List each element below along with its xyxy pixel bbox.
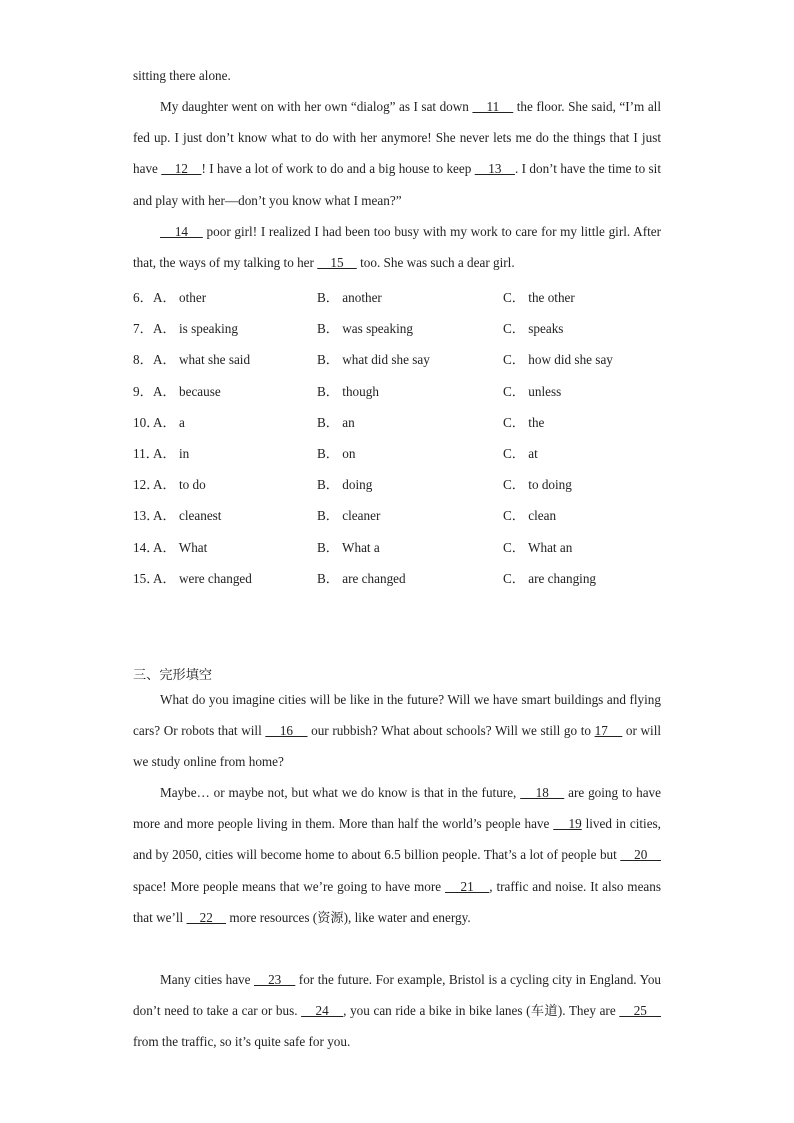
option-c[interactable]: C． the: [503, 415, 545, 430]
passage-text: too. She was such a dear girl.: [356, 255, 515, 271]
option-row: [133, 318, 693, 338]
passage-text: What do you imagine cities will be like in the future? Will we have smart buildings and flying cars? Or robots that will: [133, 692, 661, 739]
option-c[interactable]: C． unless: [503, 384, 562, 399]
option-b[interactable]: B． on: [317, 446, 356, 461]
option-c[interactable]: C． at: [503, 446, 538, 461]
option-row: [133, 443, 693, 463]
answer-blank[interactable]: 19: [553, 816, 582, 832]
passage-text: ! I have a lot of work to do and a big house to keep: [201, 161, 475, 177]
option-a[interactable]: A． what she said: [153, 352, 251, 367]
option-a[interactable]: A． were changed: [153, 571, 252, 586]
answer-blank[interactable]: 13: [474, 161, 515, 177]
option-b[interactable]: B． are changed: [317, 571, 406, 586]
passage-text: , you can ride a bike in bike lanes (车道). They are: [343, 1003, 620, 1019]
answer-blank[interactable]: 18: [520, 785, 565, 800]
option-row: [133, 474, 693, 494]
option-b[interactable]: B． an: [317, 415, 355, 430]
passage2-paragraph-3: [133, 964, 661, 1058]
question-number: 8．: [133, 352, 153, 367]
option-row: [133, 537, 693, 557]
answer-blank[interactable]: 22: [186, 909, 227, 925]
answer-blank[interactable]: 23: [254, 972, 296, 987]
passage2-paragraph-2: [133, 777, 661, 933]
passage-text: for the future. For example, Bristol is a cycling city in England. You don’t need to take a car or bus.: [133, 972, 662, 1019]
option-b[interactable]: B． what did she say: [317, 352, 430, 367]
answer-blank[interactable]: 14: [160, 224, 203, 239]
option-c[interactable]: C． how did she say: [503, 352, 613, 367]
option-c[interactable]: C． to doing: [503, 477, 572, 492]
option-b[interactable]: B． was speaking: [317, 321, 413, 336]
answer-blank[interactable]: 20: [620, 847, 661, 863]
option-c[interactable]: C． What an: [503, 540, 573, 555]
passage1-paragraph-1: [133, 91, 661, 216]
passage-text: Many cities have: [160, 972, 255, 987]
answer-blank[interactable]: 25: [619, 1003, 662, 1019]
option-row: [133, 349, 693, 369]
option-a[interactable]: A． a: [153, 415, 185, 430]
passage-line-continuation: sitting there alone.: [133, 68, 231, 83]
option-c[interactable]: C． are changing: [503, 571, 597, 586]
passage-text: from the traffic, so it’s quite safe for you.: [133, 1034, 351, 1050]
option-row: [133, 412, 693, 432]
option-row: [133, 287, 693, 307]
option-a[interactable]: A． What: [153, 540, 208, 555]
section-heading: 三、完形填空: [133, 667, 213, 682]
passage-text: , traffic and noise. It also means that we’ll: [133, 878, 661, 925]
passage-text: are going to have more and more people living in them. More than half the world’s people have: [133, 785, 661, 832]
answer-blank[interactable]: 17: [594, 723, 623, 739]
question-number: 13．: [133, 508, 160, 523]
option-a[interactable]: A． other: [153, 290, 207, 305]
passage-text: Maybe… or maybe not, but what we do know is that in the future,: [160, 785, 521, 800]
question-number: 11．: [133, 446, 159, 461]
option-c[interactable]: C． the other: [503, 290, 575, 305]
answer-blank[interactable]: 21: [445, 878, 490, 894]
answer-blank[interactable]: 12: [161, 161, 202, 177]
question-number: 9．: [133, 384, 153, 399]
passage-text: more resources (资源), like water and energy.: [226, 909, 471, 925]
answer-blank[interactable]: 24: [301, 1003, 344, 1019]
question-number: 12．: [133, 477, 160, 492]
option-b[interactable]: B． another: [317, 290, 382, 305]
option-c[interactable]: C． clean: [503, 508, 557, 523]
option-b[interactable]: B． cleaner: [317, 508, 381, 523]
option-row: [133, 381, 693, 401]
option-a[interactable]: A． to do: [153, 477, 206, 492]
passage-text: space! More people means that we’re going to have more: [133, 878, 445, 894]
answer-blank[interactable]: 15: [317, 255, 357, 271]
option-a[interactable]: A． is speaking: [153, 321, 238, 336]
question-number: 6．: [133, 290, 153, 305]
question-number: 10．: [133, 415, 160, 430]
passage-text: the floor. She said, “I’m all fed up. I just don’t know what to do with her anymore! She never lets me do the things that I just have: [133, 99, 661, 177]
question-number: 15．: [133, 571, 160, 586]
question-number: 7．: [133, 321, 153, 336]
option-row: [133, 505, 693, 525]
option-a[interactable]: A． cleanest: [153, 508, 222, 523]
passage-text: lived in cities, and by 2050, cities will become home to about 6.5 billion people. That’s a lot of people but: [133, 816, 661, 863]
question-number: 14．: [133, 540, 160, 555]
option-b[interactable]: B． though: [317, 384, 379, 399]
passage-text: or will we study online from home?: [133, 723, 662, 770]
passage-text: poor girl! I realized I had been too busy with my work to care for my little girl. After that, the ways of my talking to her: [133, 224, 661, 271]
option-b[interactable]: B． What a: [317, 540, 380, 555]
passage1-paragraph-2: [133, 216, 661, 278]
option-row: [133, 568, 693, 588]
passage-text: . I don’t have the time to sit and play with her—don’t you know what I mean?”: [133, 161, 662, 208]
option-a[interactable]: A． in: [153, 446, 190, 461]
passage2-paragraph-1: [133, 684, 661, 778]
option-c[interactable]: C． speaks: [503, 321, 564, 336]
answer-blank[interactable]: 11: [472, 99, 514, 114]
passage-text: My daughter went on with her own “dialog” as I sat down: [160, 99, 473, 114]
passage-text: our rubbish? What about schools? Will we still go to: [307, 723, 595, 739]
option-a[interactable]: A． because: [153, 384, 221, 399]
option-b[interactable]: B． doing: [317, 477, 373, 492]
answer-blank[interactable]: 16: [265, 723, 308, 739]
